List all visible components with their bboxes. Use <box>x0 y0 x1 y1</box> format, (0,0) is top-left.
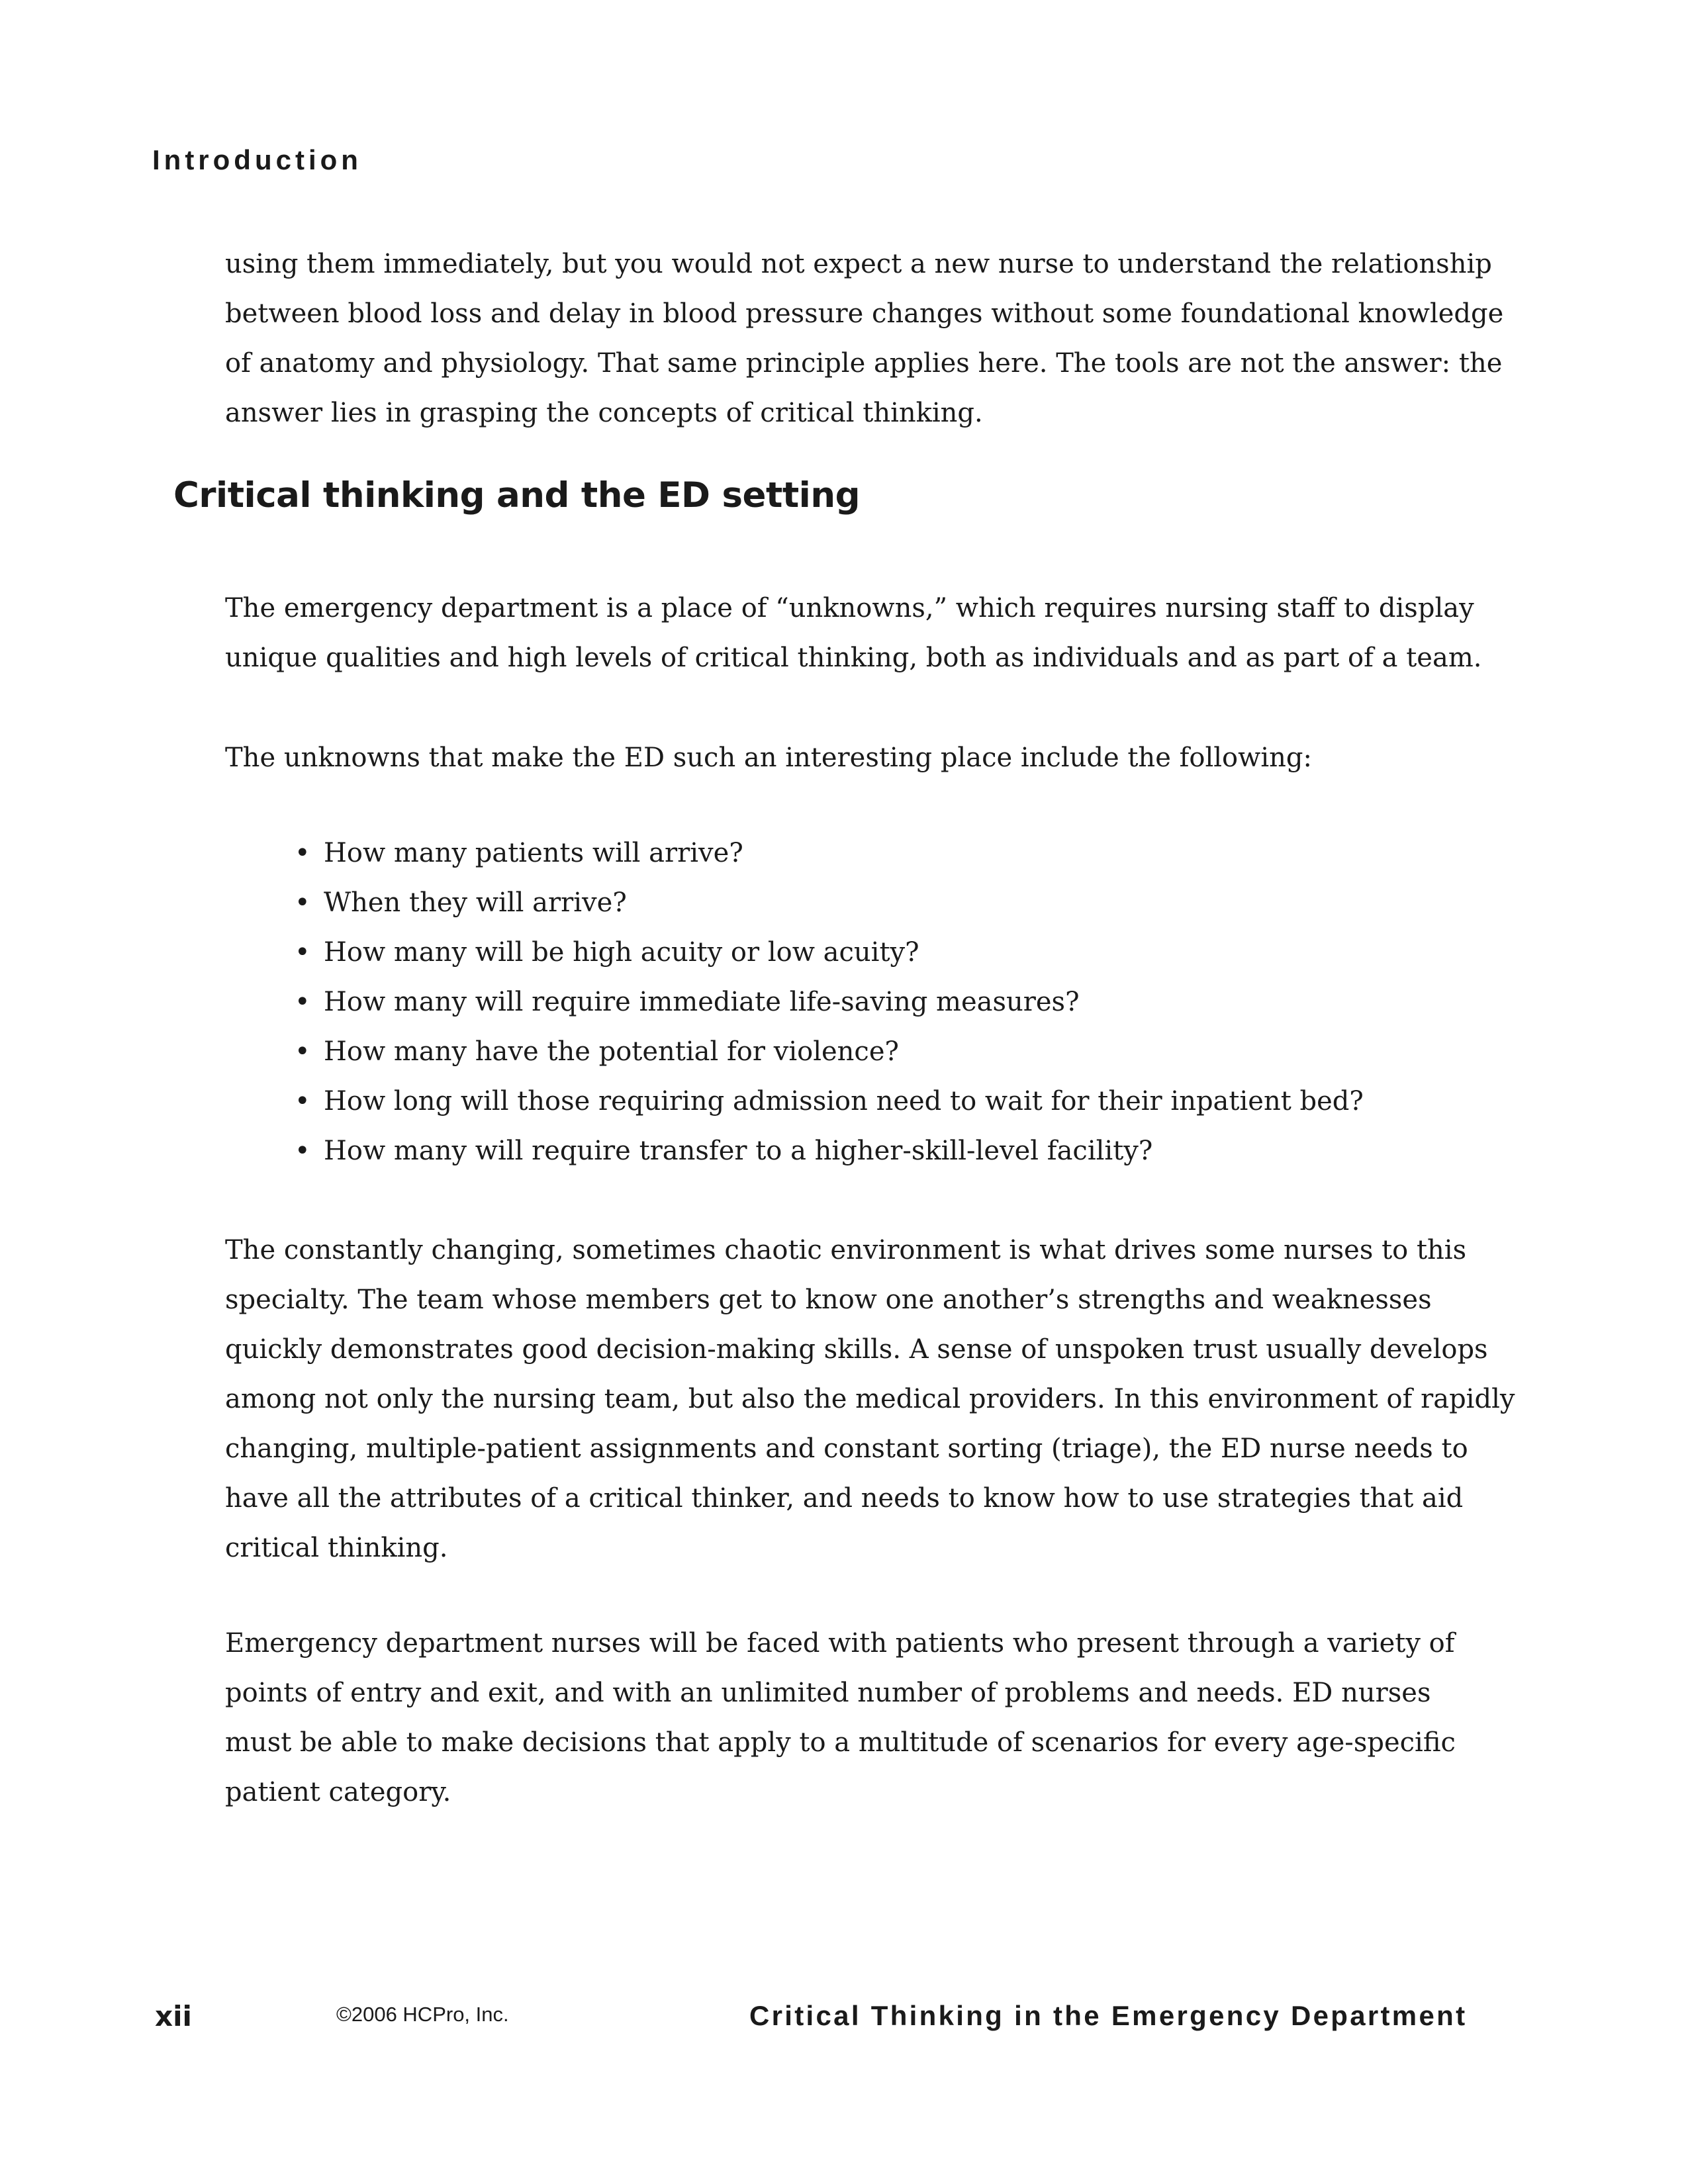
paragraph-line: patient category. <box>225 1777 451 1807</box>
bullet-icon: • <box>295 987 310 1017</box>
list-item-text: How many will require transfer to a higher-skill-level facility? <box>324 1136 1153 1166</box>
bullet-icon: • <box>295 937 310 968</box>
copyright-notice: ©2006 HCPro, Inc. <box>336 2003 509 2026</box>
list-item-text: When they will arrive? <box>324 887 627 918</box>
running-head: Introduction <box>152 144 362 175</box>
paragraph-line: using them immediately, but you would not expect a new nurse to understand the relationship <box>225 249 1492 279</box>
list-item <box>295 1077 1364 1126</box>
bullet-icon: • <box>295 838 310 868</box>
section-paragraph-4 <box>225 1619 1503 1817</box>
paragraph-line: critical thinking. <box>225 1533 448 1563</box>
list-item-text: How many patients will arrive? <box>324 838 743 868</box>
section-heading: Critical thinking and the ED setting <box>173 475 861 516</box>
paragraph-line: specialty. The team whose members get to know one another’s strengths and weaknesses <box>225 1285 1432 1315</box>
list-item <box>295 1027 1364 1077</box>
paragraph-line: among not only the nursing team, but also the medical providers. In this environment of rapidly <box>225 1384 1515 1414</box>
list-item <box>295 1126 1364 1176</box>
paragraph-line: answer lies in grasping the concepts of critical thinking. <box>225 398 983 428</box>
paragraph-line: The unknowns that make the ED such an interesting place include the following: <box>225 743 1313 773</box>
paragraph-line: must be able to make decisions that apply to a multitude of scenarios for every age-specific <box>225 1727 1456 1758</box>
list-item <box>295 928 1364 978</box>
page-number: xii <box>155 2000 192 2032</box>
list-item <box>295 878 1364 928</box>
unknowns-list <box>295 829 1364 1176</box>
paragraph-line: Emergency department nurses will be faced with patients who present through a variety of <box>225 1628 1455 1659</box>
paragraph-line: of anatomy and physiology. That same principle applies here. The tools are not the answer: the <box>225 348 1503 379</box>
list-item-text: How many have the potential for violence? <box>324 1036 899 1067</box>
paragraph-line: have all the attributes of a critical thinker, and needs to know how to use strategies that aid <box>225 1483 1464 1514</box>
section-paragraph-2 <box>225 733 1503 783</box>
bullet-icon: • <box>295 1136 310 1166</box>
paragraph-line: between blood loss and delay in blood pressure changes without some foundational knowledge <box>225 298 1504 329</box>
paragraph-line: changing, multiple-patient assignments and constant sorting (triage), the ED nurse needs to <box>225 1433 1468 1464</box>
paragraph-line: The constantly changing, sometimes chaotic environment is what drives some nurses to this <box>225 1235 1467 1265</box>
section-paragraph-1 <box>225 584 1503 683</box>
paragraph-line: quickly demonstrates good decision-making skills. A sense of unspoken trust usually develops <box>225 1334 1488 1365</box>
list-item-text: How long will those requiring admission need to wait for their inpatient bed? <box>324 1086 1364 1116</box>
book-title: Critical Thinking in the Emergency Department <box>749 2000 1468 2031</box>
paragraph-line: points of entry and exit, and with an unlimited number of problems and needs. ED nurses <box>225 1678 1431 1708</box>
section-paragraph-3 <box>225 1226 1515 1573</box>
bullet-icon: • <box>295 1036 310 1067</box>
bullet-icon: • <box>295 1086 310 1116</box>
intro-paragraph <box>225 240 1503 438</box>
list-item <box>295 829 1364 878</box>
bullet-icon: • <box>295 887 310 918</box>
list-item <box>295 978 1364 1027</box>
paragraph-line: The emergency department is a place of “unknowns,” which requires nursing staff to display <box>225 593 1474 623</box>
list-item-text: How many will require immediate life-saving measures? <box>324 987 1080 1017</box>
list-item-text: How many will be high acuity or low acuity? <box>324 937 919 968</box>
paragraph-line: unique qualities and high levels of critical thinking, both as individuals and as part of a team. <box>225 643 1482 673</box>
